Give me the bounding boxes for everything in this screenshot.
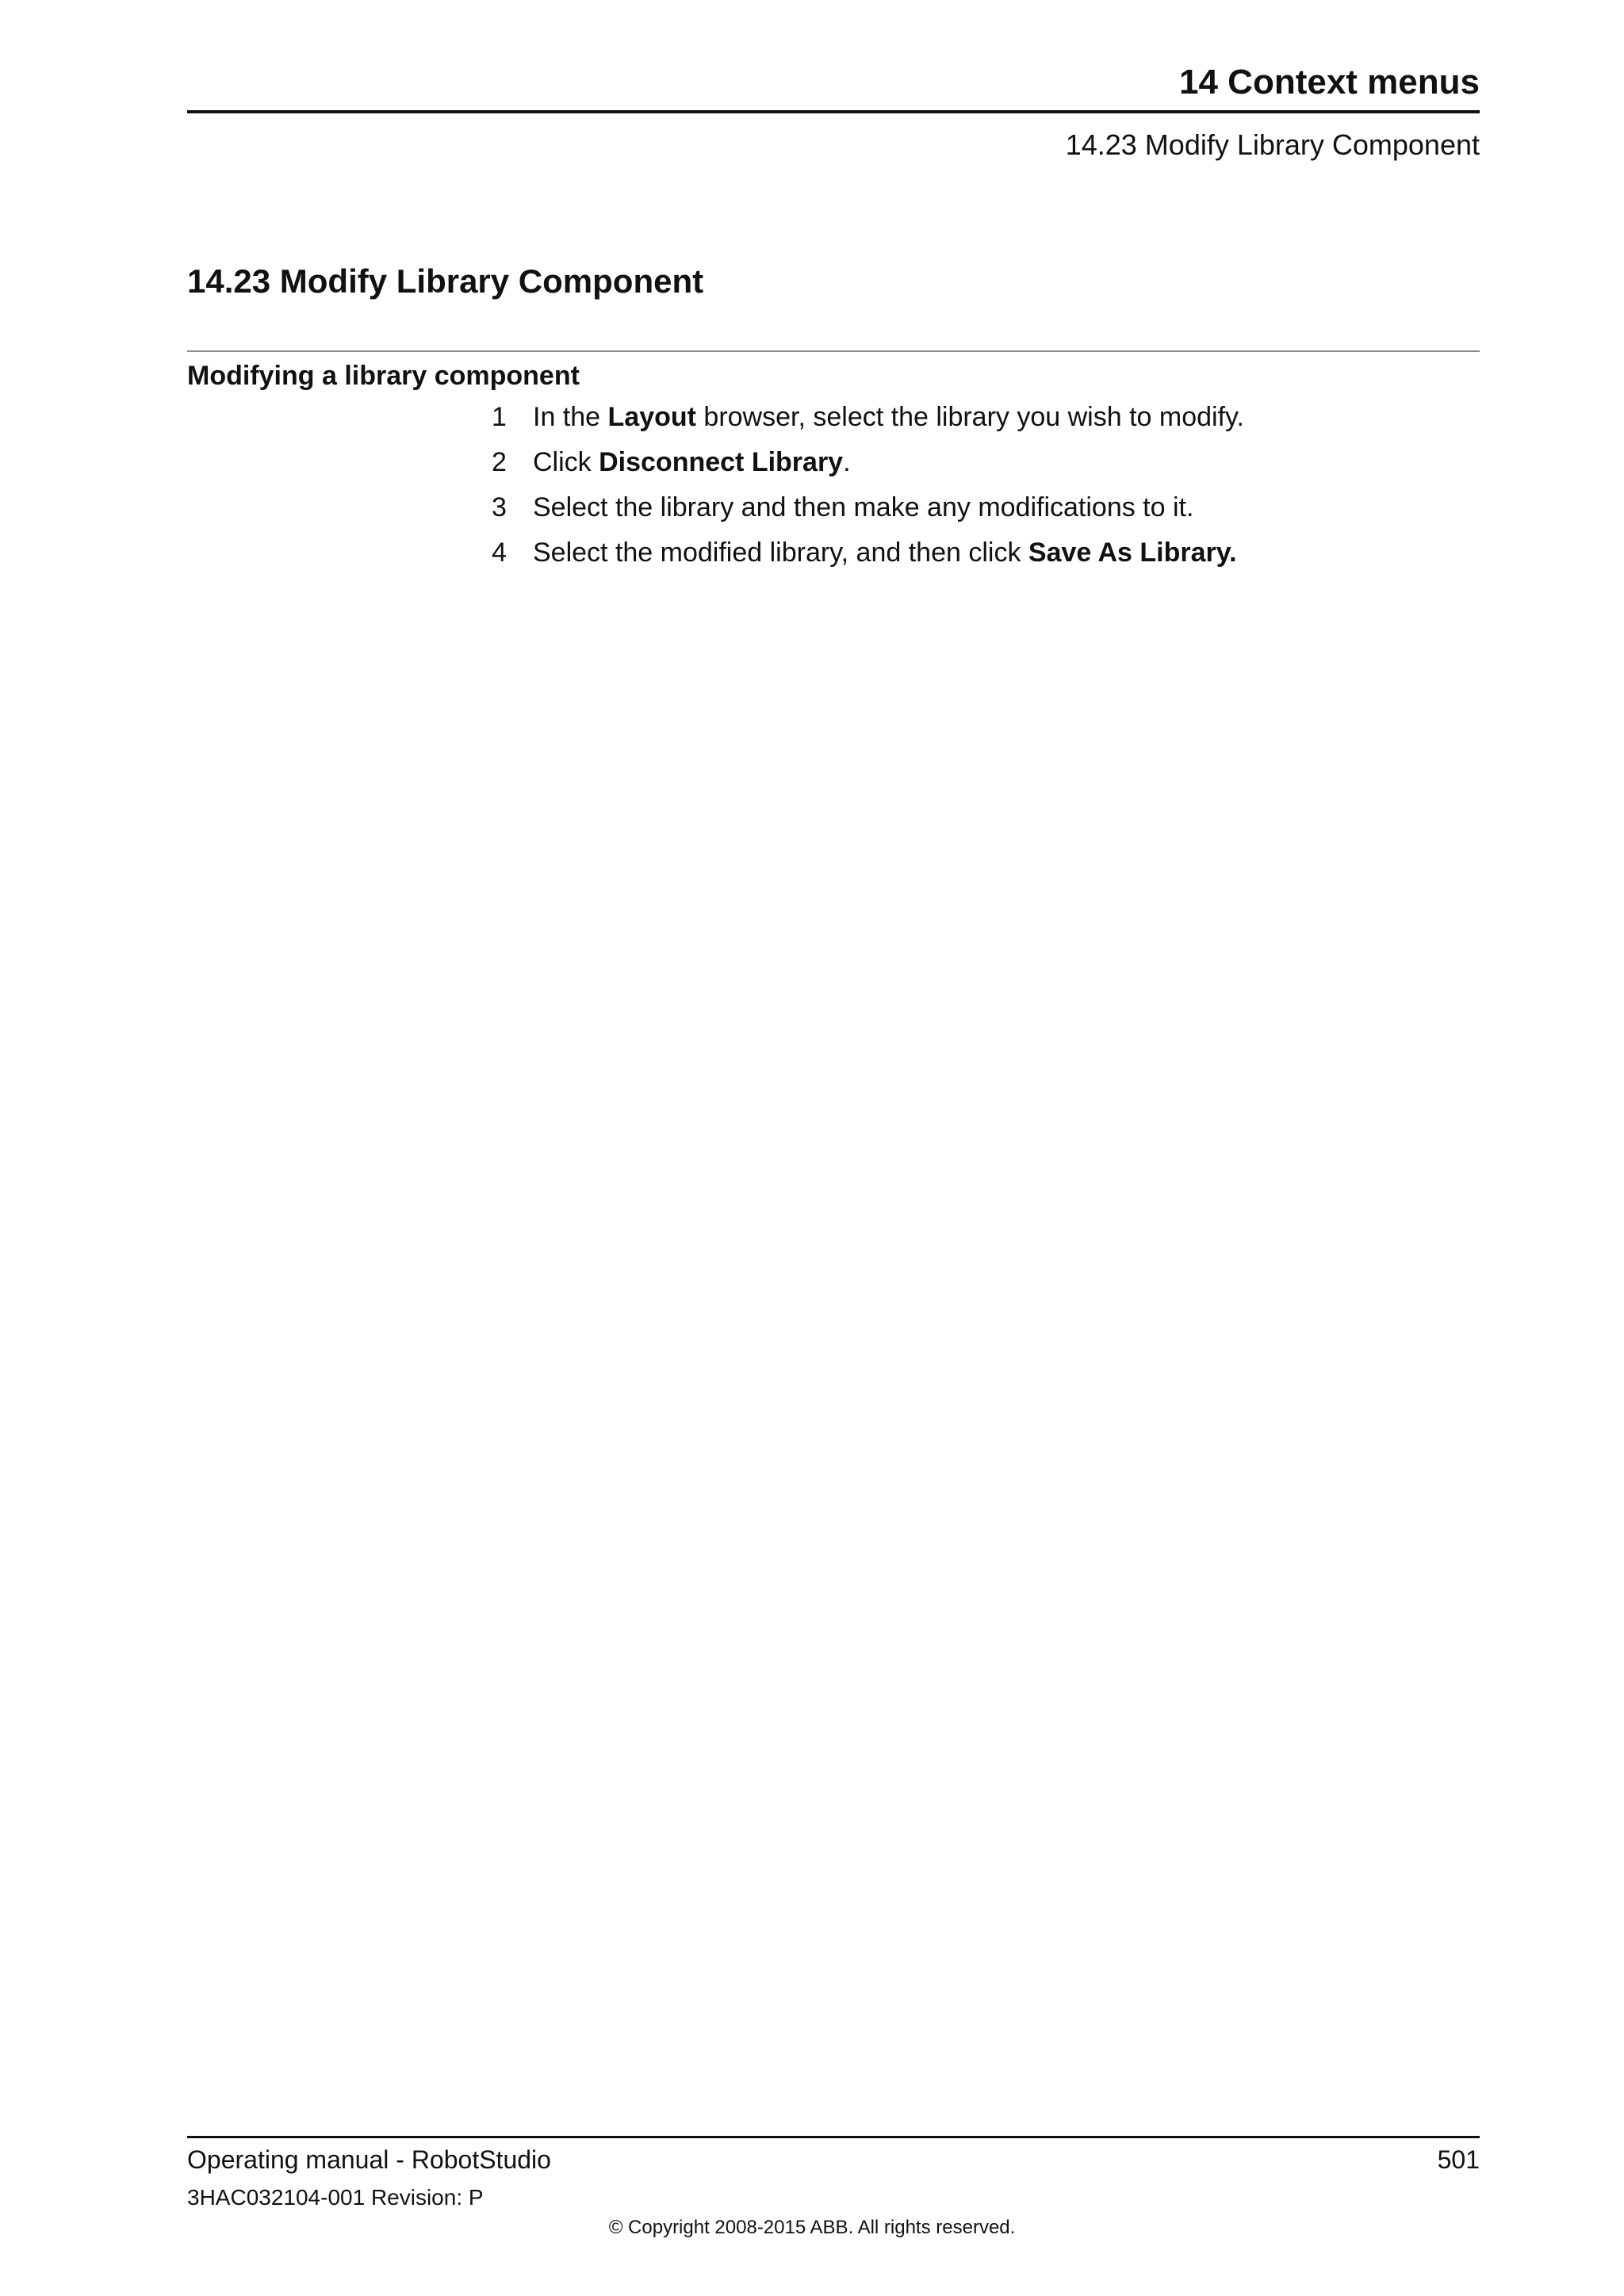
footer-row <box>187 2145 1480 2175</box>
step-text-run: . <box>843 447 851 477</box>
page-number: 501 <box>1437 2145 1480 2174</box>
procedure-steps <box>492 395 1475 576</box>
step-4 <box>492 530 1475 576</box>
running-header <box>187 62 1480 162</box>
page-footer <box>187 2136 1480 2211</box>
step-number: 2 <box>492 447 507 477</box>
section-heading: 14.23 Modify Library Component <box>187 262 704 300</box>
ui-term-save-as-library: Save As Library. <box>1028 538 1237 568</box>
step-2 <box>492 440 1475 485</box>
document-id: 3HAC032104-001 Revision: P <box>187 2185 484 2210</box>
step-text <box>533 395 1244 440</box>
step-3 <box>492 485 1475 530</box>
ui-term-layout: Layout <box>607 402 696 432</box>
step-text-run: Select the modified library, and then click <box>533 538 1028 568</box>
subsection-rule <box>187 350 1480 352</box>
step-number: 1 <box>492 402 507 432</box>
step-text-run: In the <box>533 402 608 432</box>
subsection-title: Modifying a library component <box>187 361 580 391</box>
footer-rule <box>187 2136 1480 2138</box>
step-text <box>533 440 851 485</box>
step-1 <box>492 395 1475 440</box>
chapter-title: 14 Context menus <box>1179 63 1480 101</box>
manual-title: Operating manual - RobotStudio <box>187 2145 551 2174</box>
ui-term-disconnect-library: Disconnect Library <box>599 447 844 477</box>
step-text: Select the library and then make any modifications to it. <box>533 492 1194 522</box>
subsection <box>187 350 1480 392</box>
step-number: 4 <box>492 538 507 568</box>
step-text-run: browser, select the library you wish to modify. <box>695 402 1244 432</box>
copyright-notice: © Copyright 2008-2015 ABB. All rights reserved. <box>608 2217 1016 2238</box>
step-number: 3 <box>492 492 507 522</box>
step-text-run: Click <box>533 447 599 477</box>
section-reference: 14.23 Modify Library Component <box>1065 128 1480 161</box>
step-text <box>533 530 1237 576</box>
header-rule <box>187 110 1480 113</box>
